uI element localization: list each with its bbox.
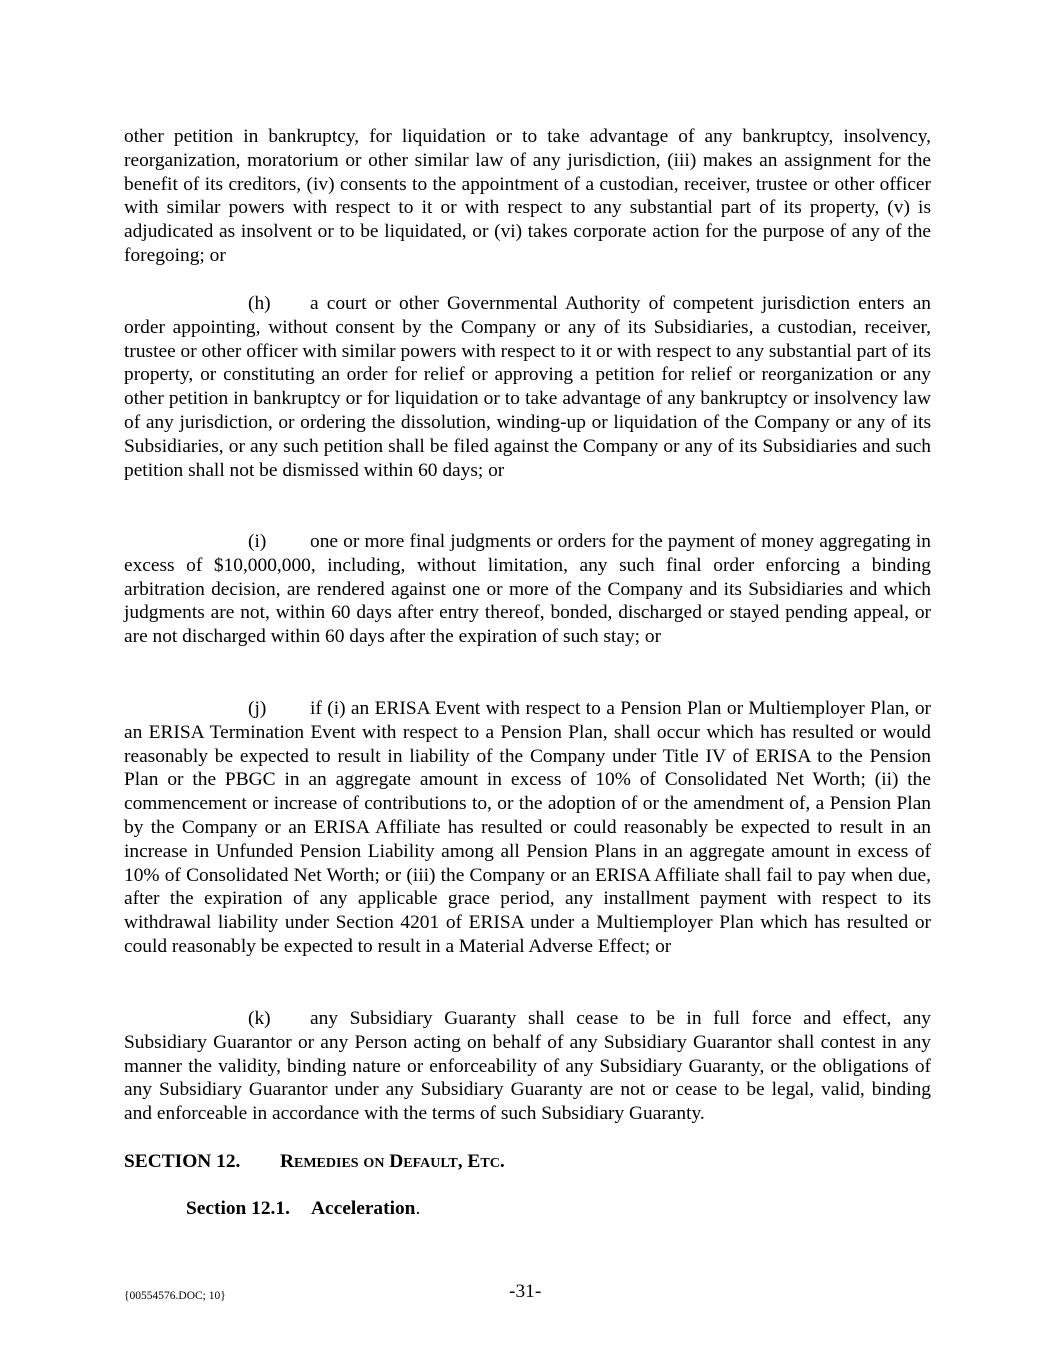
section-number: SECTION 12. [124,1151,241,1172]
subsection-title: Acceleration [311,1198,416,1219]
paragraph-i-label: (i) [248,531,267,552]
section-heading [124,1150,505,1174]
paragraph-h-label: (h) [248,293,271,314]
paragraph-i-text: one or more final judgments or orders for the payment of money aggregating in excess of $10,000,000, including, without limitation, any such final order enforcing a binding arbitration decision, are rendered against one or more of the Company and its Subsidiaries and which judgments are not, within 60 days after entry thereof, bonded, discharged or stayed pending appeal, or are not discharged within 60 days after the expiration of such stay; or [124,531,931,648]
subsection-heading [186,1197,420,1221]
footer-document-id: {00554576.DOC; 10} [124,1290,226,1302]
paragraph-j-text: if (i) an ERISA Event with respect to a Pension Plan or Multiemployer Plan, or an ERISA Termination Event with respect to a Pension Plan, shall occur which has resulted or would reasonably be expected to result in liability of the Company under Title IV of ERISA to the Pension Plan or the PBGC in an aggregate amount in excess of 10% of Consolidated Net Worth; (ii) the commencement or increase of contributions to, or the adoption of or the amendment of, a Pension Plan by the Company or an ERISA Affiliate has resulted or could reasonably be expected to result in an increase in Unfunded Pension Liability among all Pension Plans in an aggregate amount in excess of 10% of Consolidated Net Worth; or (iii) the Company or an ERISA Affiliate shall fail to pay when due, after the expiration of any applicable grace period, any installment payment with respect to its withdrawal liability under Section 4201 of ERISA under a Multiemployer Plan which has resulted or could reasonably be expected to result in a Material Adverse Effect; or [124,698,931,957]
paragraph-i [124,530,931,649]
section-title: Remedies on Default, Etc. [280,1151,505,1172]
paragraph-continuation-text: other petition in bankruptcy, for liquidation or to take advantage of any bankruptcy, insolvency, reorganization, moratorium or other similar law of any jurisdiction, (iii) makes an assignment for the benefit of its creditors, (iv) consents to the appointment of a custodian, receiver, trustee or other officer with similar powers with respect to it or with respect to any substantial part of its property, (v) is adjudicated as insolvent or to be liquidated, or (vi) takes corporate action for the purpose of any of the foregoing; or [124,126,931,266]
paragraph-h-text: a court or other Governmental Authority of competent jurisdiction enters an order appointing, without consent by the Company or any of its Subsidiaries, a custodian, receiver, trustee or other officer with similar powers with respect to it or with respect to any substantial part of its property, or constituting an order for relief or approving a petition for relief or reorganization or any other petition in bankruptcy or for liquidation or to take advantage of any bankruptcy or insolvency law of any jurisdiction, or ordering the dissolution, winding-up or liquidation of the Company or any of its Subsidiaries, or any such petition shall be filed against the Company or any of its Subsidiaries and such petition shall not be dismissed within 60 days; or [124,293,931,481]
paragraph-k-label: (k) [248,1008,271,1029]
paragraph-k [124,1007,931,1126]
paragraph-continuation [124,125,931,268]
paragraph-j [124,697,931,959]
subsection-number: Section 12.1. [186,1198,290,1219]
paragraph-j-label: (j) [248,698,267,719]
page-number: -31- [509,1281,542,1302]
subsection-period: . [415,1198,421,1219]
paragraph-h [124,292,931,482]
paragraph-k-text: any Subsidiary Guaranty shall cease to be in full force and effect, any Subsidiary Guarantor or any Person acting on behalf of any Subsidiary Guarantor shall contest in any manner the validity, binding nature or enforceability of any Subsidiary Guaranty, or the obligations of any Subsidiary Guarantor under any Subsidiary Guaranty are not or cease to be legal, valid, binding and enforceable in accordance with the terms of such Subsidiary Guaranty. [124,1008,931,1125]
